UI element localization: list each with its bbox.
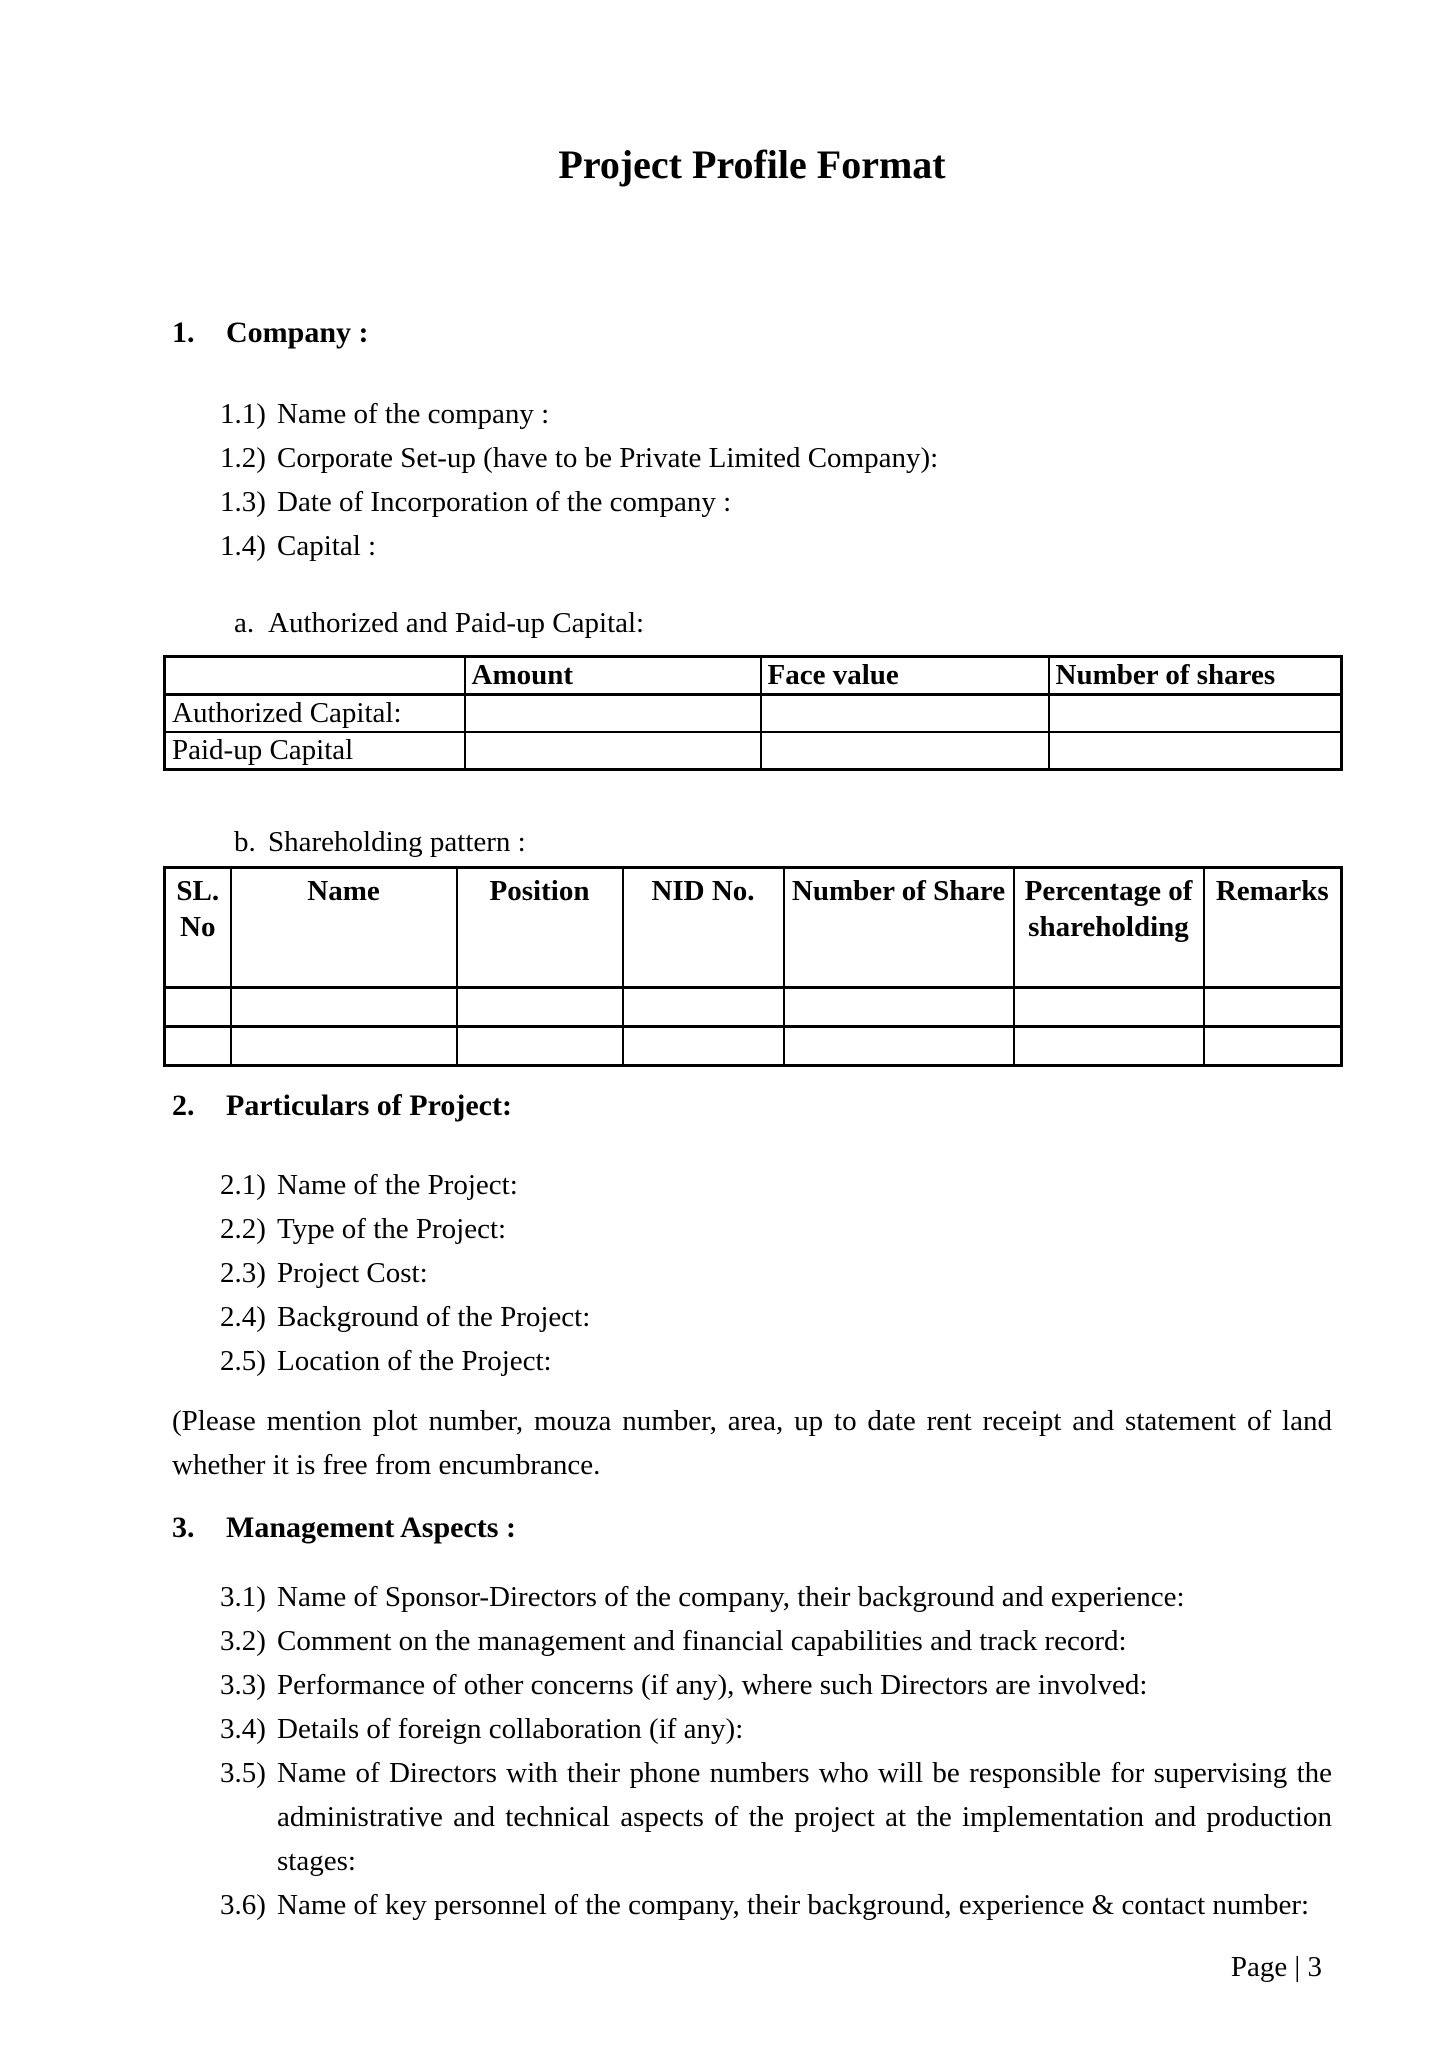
list-item [220, 1883, 1332, 1927]
page-number-footer: Page | 3 [1230, 1951, 1322, 1983]
list-item [220, 1619, 1332, 1663]
table-cell-empty [1204, 988, 1342, 1027]
item-text: Details of foreign collaboration (if any): [277, 1713, 744, 1745]
shareholding-table [163, 866, 1343, 1067]
item-text: Name of Sponsor-Directors of the company, their background and experience: [277, 1581, 1185, 1613]
table-cell-empty [784, 1027, 1014, 1066]
item-number: 3.1) [220, 1581, 266, 1613]
sub-heading-b [234, 826, 1332, 858]
capital-row-label: Paid-up Capital [165, 732, 465, 770]
table-cell-empty [457, 1027, 623, 1066]
item-number: 1.4) [220, 530, 266, 562]
section-heading-particulars [172, 1089, 1332, 1123]
table-cell-empty [1204, 1027, 1342, 1066]
capital-table-header-number-of-shares: Number of shares [1049, 657, 1342, 695]
table-cell-empty [1014, 1027, 1204, 1066]
table-row [165, 1027, 1342, 1066]
list-item [220, 1751, 1332, 1883]
item-text: Project Cost: [277, 1257, 428, 1289]
share-table-header-name: Name [231, 868, 457, 988]
sub-heading-a [234, 607, 1332, 639]
list-item [220, 1575, 1332, 1619]
list-item [220, 1295, 1332, 1339]
sub-heading-label: Authorized and Paid-up Capital: [268, 607, 645, 639]
share-table-header-number-of-share: Number of Share [784, 868, 1014, 988]
section-heading-label: Company : [226, 316, 369, 349]
capital-table [163, 655, 1343, 771]
list-item [220, 1663, 1332, 1707]
list-item [220, 524, 1332, 568]
table-cell-empty [231, 1027, 457, 1066]
share-table-header-nid-no: NID No. [623, 868, 784, 988]
capital-row-label: Authorized Capital: [165, 695, 465, 733]
table-row [165, 695, 1342, 733]
section-number: 1. [172, 316, 195, 349]
item-number: 3.5) [220, 1757, 266, 1789]
sub-heading-letter: a. [234, 607, 255, 639]
share-table-header-position: Position [457, 868, 623, 988]
table-cell-empty [623, 988, 784, 1027]
sub-heading-label: Shareholding pattern : [268, 826, 526, 858]
section-heading-management [172, 1511, 1332, 1545]
company-item-list [220, 392, 1332, 568]
item-text: Name of the company : [277, 398, 550, 430]
item-number: 2.2) [220, 1213, 266, 1245]
list-item [220, 1251, 1332, 1295]
item-text: Type of the Project: [277, 1213, 507, 1245]
capital-table-header-face-value: Face value [761, 657, 1049, 695]
section-heading-label: Particulars of Project: [226, 1089, 512, 1122]
item-text: Name of Directors with their phone numbers who will be responsible for supervising the administrative and technical aspects of the project at the implementation and production stages: [277, 1757, 1332, 1877]
item-text: Background of the Project: [277, 1301, 591, 1333]
list-item [220, 1207, 1332, 1251]
item-number: 2.3) [220, 1257, 266, 1289]
list-item [220, 1707, 1332, 1751]
table-cell-empty [457, 988, 623, 1027]
section-heading-label: Management Aspects : [226, 1511, 516, 1544]
table-cell-empty [761, 695, 1049, 733]
list-item [220, 392, 1332, 436]
item-number: 3.2) [220, 1625, 266, 1657]
item-number: 3.4) [220, 1713, 266, 1745]
item-number: 2.5) [220, 1345, 266, 1377]
item-number: 3.6) [220, 1889, 266, 1921]
item-number: 1.2) [220, 442, 266, 474]
management-item-list [220, 1575, 1332, 1927]
item-text: Name of key personnel of the company, their background, experience & contact number: [277, 1889, 1310, 1921]
item-number: 3.3) [220, 1669, 266, 1701]
table-cell-empty [165, 988, 231, 1027]
table-row [165, 732, 1342, 770]
capital-table-header-row [165, 657, 1342, 695]
list-item [220, 1339, 1332, 1383]
table-cell-empty [784, 988, 1014, 1027]
table-row [165, 988, 1342, 1027]
capital-table-header-blank [165, 657, 465, 695]
item-number: 2.1) [220, 1169, 266, 1201]
section-number: 3. [172, 1511, 195, 1544]
item-text: Capital : [277, 530, 377, 562]
item-text: Name of the Project: [277, 1169, 518, 1201]
page-title: Project Profile Format [558, 142, 946, 187]
share-table-header-remarks: Remarks [1204, 868, 1342, 988]
particulars-item-list [220, 1163, 1332, 1383]
item-number: 1.1) [220, 398, 266, 430]
item-text: Date of Incorporation of the company : [277, 486, 732, 518]
share-table-header-sl-no: SL. No [165, 868, 231, 988]
table-cell-empty [1014, 988, 1204, 1027]
table-cell-empty [465, 695, 761, 733]
item-text: Location of the Project: [277, 1345, 552, 1377]
item-text: Corporate Set-up (have to be Private Limited Company): [277, 442, 939, 474]
section-number: 2. [172, 1089, 195, 1122]
sub-heading-letter: b. [234, 826, 256, 858]
list-item [220, 436, 1332, 480]
table-cell-empty [1049, 732, 1342, 770]
item-text: Performance of other concerns (if any), where such Directors are involved: [277, 1669, 1148, 1701]
table-cell-empty [165, 1027, 231, 1066]
share-table-header-percentage-of-shareholding: Percentage of shareholding [1014, 868, 1204, 988]
list-item [220, 480, 1332, 524]
item-number: 2.4) [220, 1301, 266, 1333]
table-cell-empty [623, 1027, 784, 1066]
table-cell-empty [231, 988, 457, 1027]
table-cell-empty [1049, 695, 1342, 733]
land-note-paragraph: (Please mention plot number, mouza number, area, up to date rent receipt and statement of land whether it is free from encumbrance. [172, 1405, 1332, 1481]
capital-table-header-amount: Amount [465, 657, 761, 695]
shareholding-table-header-row [165, 868, 1342, 988]
item-text: Comment on the management and financial capabilities and track record: [277, 1625, 1127, 1657]
item-number: 1.3) [220, 486, 266, 518]
list-item [220, 1163, 1332, 1207]
table-cell-empty [465, 732, 761, 770]
table-cell-empty [761, 732, 1049, 770]
section-heading-company [172, 316, 1332, 350]
